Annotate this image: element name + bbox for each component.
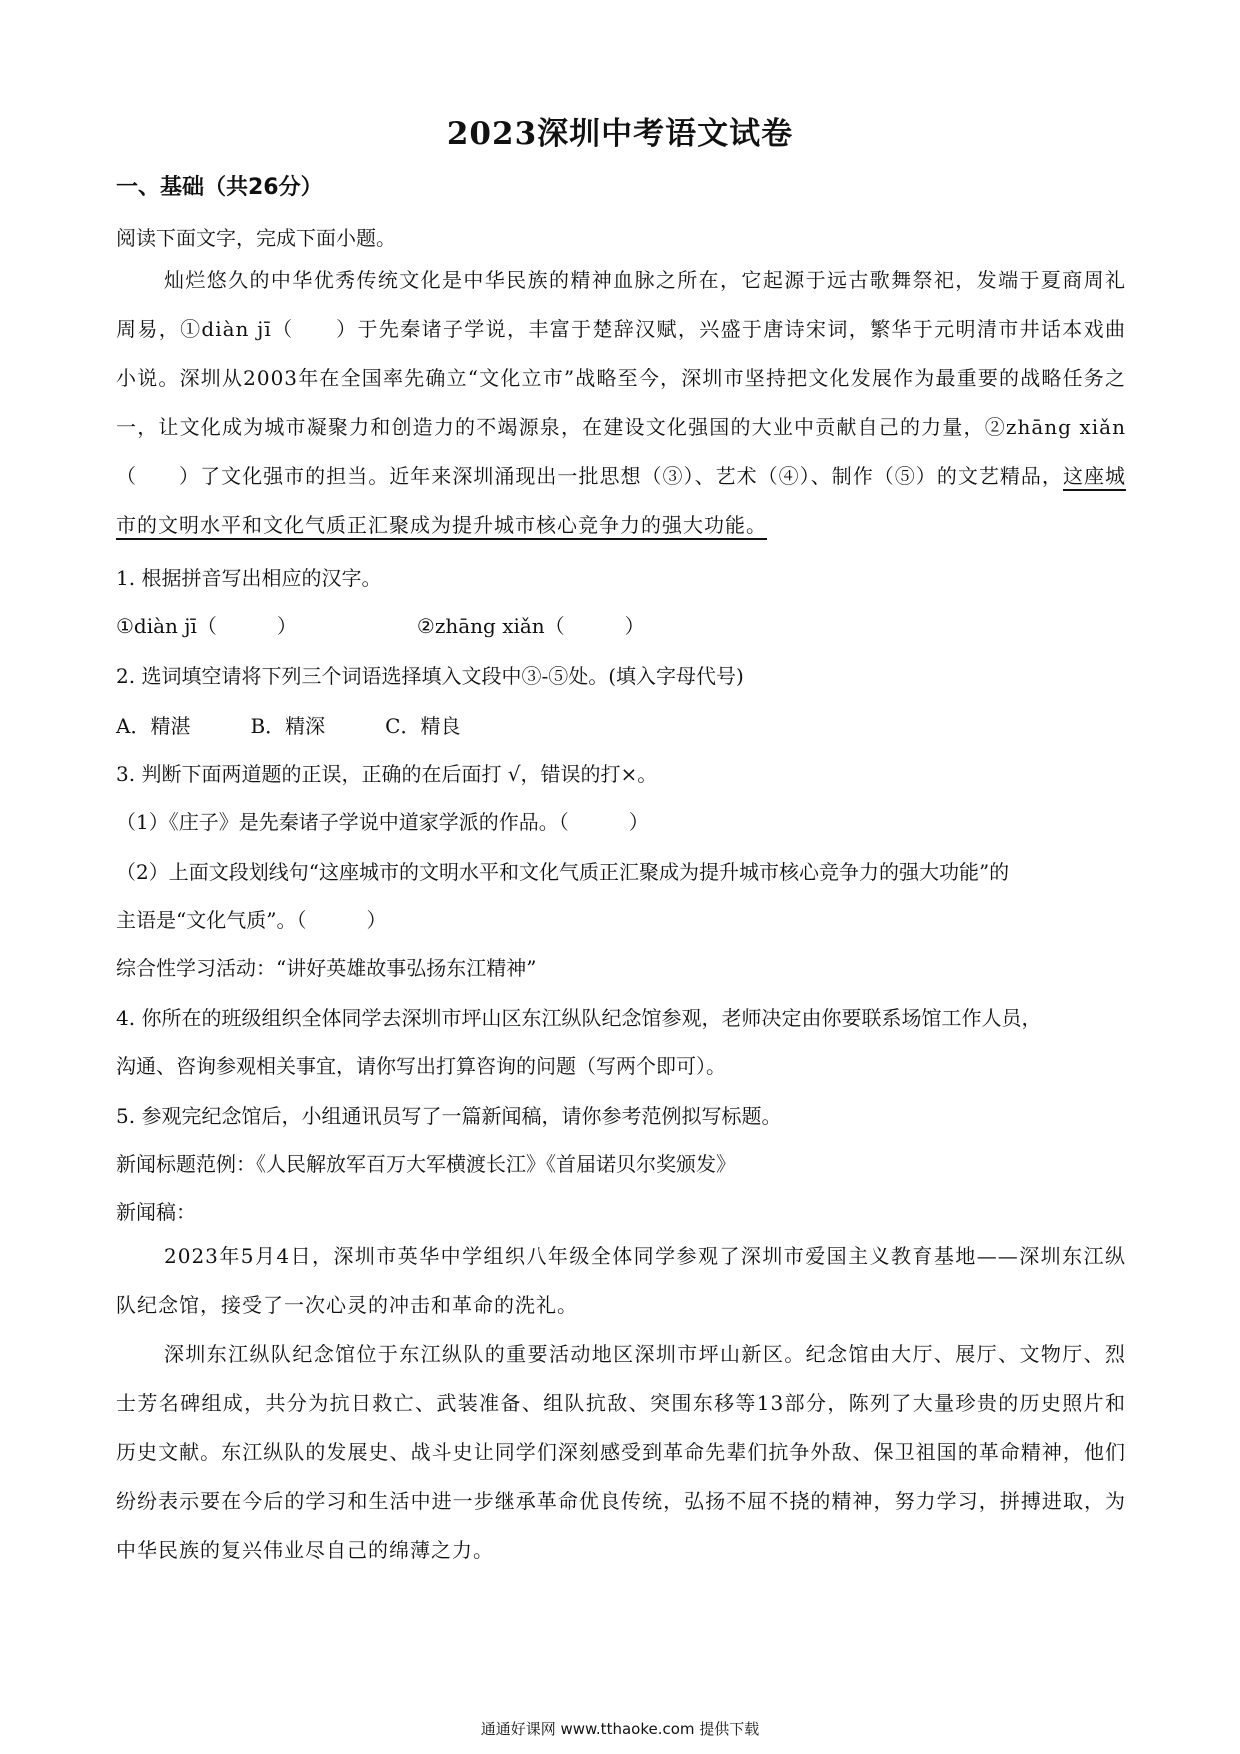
underlined-sentence: 这座城市的文明水平和文化气质正汇聚成为提升城市核心竞争力的强大功能。 bbox=[116, 464, 1127, 537]
news-paragraph-1: 2023年5月4日，深圳市英华中学组织八年级全体同学参观了深圳市爱国主义教育基地——深圳东江纵队纪念馆，接受了一次心灵的冲击和革命的洗礼。 bbox=[116, 1244, 1126, 1317]
question-4-line1: 4. 你所在的班级组织全体同学去深圳市坪山区东江纵队纪念馆参观，老师决定由你要联系场馆工作人员， bbox=[116, 1006, 1042, 1030]
question-5-stem: 5. 参观完纪念馆后，小组通讯员写了一篇新闻稿，请你参考范例拟写标题。 bbox=[116, 1104, 782, 1128]
question-2-options bbox=[116, 710, 460, 739]
section-heading: 一、基础（共26分） bbox=[116, 175, 323, 200]
news-label: 新闻稿： bbox=[116, 1200, 196, 1224]
question-3-sub-2-line2: 主语是“文化气质”。（ ） bbox=[116, 908, 387, 932]
passage-paragraph bbox=[116, 256, 1126, 550]
question-4-line2: 沟通、咨询参观相关事宜，请你写出打算咨询的问题（写两个即可）。 bbox=[116, 1054, 726, 1078]
option-c: C．精良 bbox=[385, 714, 461, 738]
question-3-sub-1: （1）《庄子》是先秦诸子学说中道家学派的作品。（ ） bbox=[116, 810, 649, 834]
question-1-item-a: ①diàn jī（ ） bbox=[116, 614, 297, 638]
question-3-stem: 3. 判断下面两道题的正误，正确的在后面打 √，错误的打×。 bbox=[116, 762, 658, 786]
question-2-stem: 2. 选词填空请将下列三个词语选择填入文段中③-⑤处。(填入字母代号) bbox=[116, 664, 744, 688]
question-1-item-b: ②zhāng xiǎn（ ） bbox=[416, 614, 645, 638]
question-1-items bbox=[116, 610, 645, 639]
reading-instruction: 阅读下面文字，完成下面小题。 bbox=[116, 226, 396, 250]
option-b: B．精深 bbox=[250, 714, 326, 738]
news-paragraph-2: 深圳东江纵队纪念馆位于东江纵队的重要活动地区深圳市坪山新区。纪念馆由大厅、展厅、文物厅、烈士芳名碑组成，共分为抗日救亡、武装准备、组队抗敌、突围东移等13部分，陈列了大量珍贵的历史照片和历史文献。东江纵队的发展史、战斗史让同学们深刻感受到革命先辈们抗争外敌、保卫祖国的革命精神，他们纷纷表示要在今后的学习和生活中进一步继承革命优良传统，弘扬不屈不挠的精神，努力学习，拼搏进取，为中华民族的复兴伟业尽自己的绵薄之力。 bbox=[116, 1342, 1126, 1562]
page-footer: 通通好课网 www.tthaoke.com 提供下载 bbox=[480, 1720, 760, 1738]
news-title-example: 新闻标题范例：《人民解放军百万大军横渡长江》《首届诺贝尔奖颁发》 bbox=[116, 1152, 736, 1176]
activity-heading: 综合性学习活动：“讲好英雄故事弘扬东江精神” bbox=[116, 956, 537, 980]
option-a: A．精湛 bbox=[116, 714, 191, 738]
passage-text: 灿烂悠久的中华优秀传统文化是中华民族的精神血脉之所在，它起源于远古歌舞祭祀，发端于夏商周礼周易，①diàn jī（ ）于先秦诸子学说，丰富于楚辞汉赋，兴盛于唐诗宋词，繁华于元明清市井话本戏曲小说。深圳从2003年在全国率先确立“文化立市”战略至今，深圳市坚持把文化发展作为最重要的战略任务之一，让文化成为城市凝聚力和创造力的不竭源泉，在建设文化强国的大业中贡献自己的力量，②zhāng xiǎn（ ）了文化强市的担当。近年来深圳涌现出一批思想（③）、艺术（④）、制作（⑤）的文艺精品， bbox=[116, 268, 1126, 488]
question-3-sub-2-line1: （2）上面文段划线句“这座城市的文明水平和文化气质正汇聚成为提升城市核心竞争力的强大功能”的 bbox=[116, 860, 1010, 884]
page-title: 2023深圳中考语文试卷 bbox=[446, 116, 794, 152]
question-1-stem: 1. 根据拼音写出相应的汉字。 bbox=[116, 566, 382, 590]
